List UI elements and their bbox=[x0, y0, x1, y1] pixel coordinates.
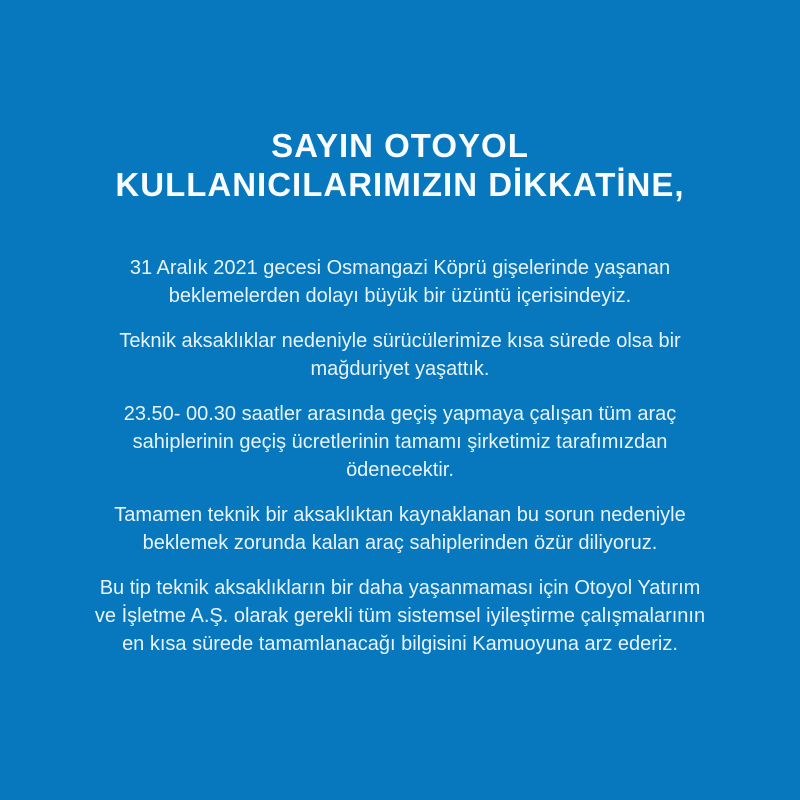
announcement-body bbox=[0, 254, 800, 658]
paragraph-line: Bu tip teknik aksaklıkların bir daha yaşanmaması için Otoyol Yatırım bbox=[99, 577, 701, 599]
paragraph-line: ödenecektir. bbox=[346, 459, 454, 481]
paragraph-line: mağduriyet yaşattık. bbox=[310, 358, 490, 380]
paragraph-line: Teknik aksaklıklar nedeniyle sürücülerimize kısa sürede olsa bir bbox=[119, 330, 681, 352]
paragraph-5 bbox=[0, 574, 800, 658]
paragraph-line: 23.50- 00.30 saatler arasında geçiş yapmaya çalışan tüm araç bbox=[123, 403, 677, 425]
paragraph-line: ve İşletme A.Ş. olarak gerekli tüm sistemsel iyileştirme çalışmalarının bbox=[94, 605, 706, 627]
announcement-title bbox=[0, 126, 800, 204]
paragraph-line: beklemek zorunda kalan araç sahiplerinden özür diliyoruz. bbox=[142, 532, 658, 554]
title-line-1: SAYIN OTOYOL bbox=[271, 127, 529, 164]
paragraph-4 bbox=[0, 501, 800, 557]
paragraph-line: beklemelerden dolayı büyük bir üzüntü içerisindeyiz. bbox=[168, 285, 632, 307]
title-line-2: KULLANICILARIMIZIN DİKKATİNE, bbox=[115, 166, 685, 203]
paragraph-line: sahiplerinin geçiş ücretlerinin tamamı şirketimiz tarafımızdan bbox=[132, 431, 668, 453]
paragraph-1 bbox=[0, 254, 800, 310]
paragraph-line: 31 Aralık 2021 gecesi Osmangazi Köprü gişelerinde yaşanan bbox=[129, 257, 671, 279]
paragraph-2 bbox=[0, 327, 800, 383]
paragraph-line: en kısa sürede tamamlanacağı bilgisini Kamuoyuna arz ederiz. bbox=[122, 633, 678, 655]
paragraph-3 bbox=[0, 400, 800, 484]
paragraph-line: Tamamen teknik bir aksaklıktan kaynaklanan bu sorun nedeniyle bbox=[114, 504, 686, 526]
